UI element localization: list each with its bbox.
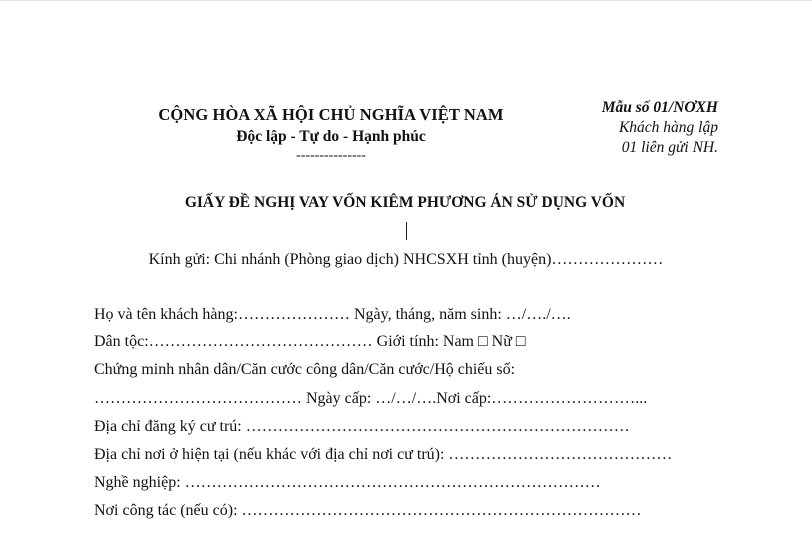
field-workplace[interactable]: Nơi công tác (nếu có): …………………………………………………………………	[94, 502, 642, 519]
field-customer-name-dob[interactable]: Họ và tên khách hàng:………………… Ngày, tháng, năm sinh: …/…./….	[94, 306, 571, 323]
form-note-customer: Khách hàng lập	[618, 119, 718, 136]
addressee-line[interactable]: Kính gửi: Chi nhánh (Phòng giao dịch) NHCSXH tỉnh (huyện)…………………	[148, 251, 664, 268]
form-number: Mẫu số 01/NƠXH	[601, 99, 718, 116]
field-id-issue[interactable]: ………………………………… Ngày cấp: …/…/….Nơi cấp:………………………...	[94, 390, 648, 407]
field-id-label[interactable]: Chứng minh nhân dân/Căn cước công dân/Căn cước/Hộ chiếu số:	[94, 361, 516, 378]
top-border	[0, 0, 812, 1]
national-header	[130, 104, 532, 165]
form-note-copies: 01 liên gửi NH.	[621, 139, 718, 156]
field-ethnicity-gender[interactable]: Dân tộc:…………………………………… Giới tính: Nam □ Nữ □	[94, 333, 526, 350]
field-current-address[interactable]: Địa chỉ nơi ở hiện tại (nếu khác với địa chỉ nơi cư trú): ……………………………………	[94, 446, 673, 463]
field-registered-address[interactable]: Địa chỉ đăng ký cư trú: ………………………………………………………………	[94, 418, 630, 435]
motto: Độc lập - Tự do - Hạnh phúc	[236, 128, 426, 145]
form-code-block	[560, 97, 718, 158]
nation-name: CỘNG HÒA XÃ HỘI CHỦ NGHĨA VIỆT NAM	[158, 105, 504, 124]
text-cursor[interactable]	[406, 222, 407, 240]
document-title: GIẤY ĐỀ NGHỊ VAY VỐN KIÊM PHƯƠNG ÁN SỬ DỤNG VỐN	[184, 194, 626, 211]
header-divider: ---------------	[296, 148, 366, 163]
field-occupation[interactable]: Nghề nghiệp: ……………………………………………………………………	[94, 474, 601, 491]
